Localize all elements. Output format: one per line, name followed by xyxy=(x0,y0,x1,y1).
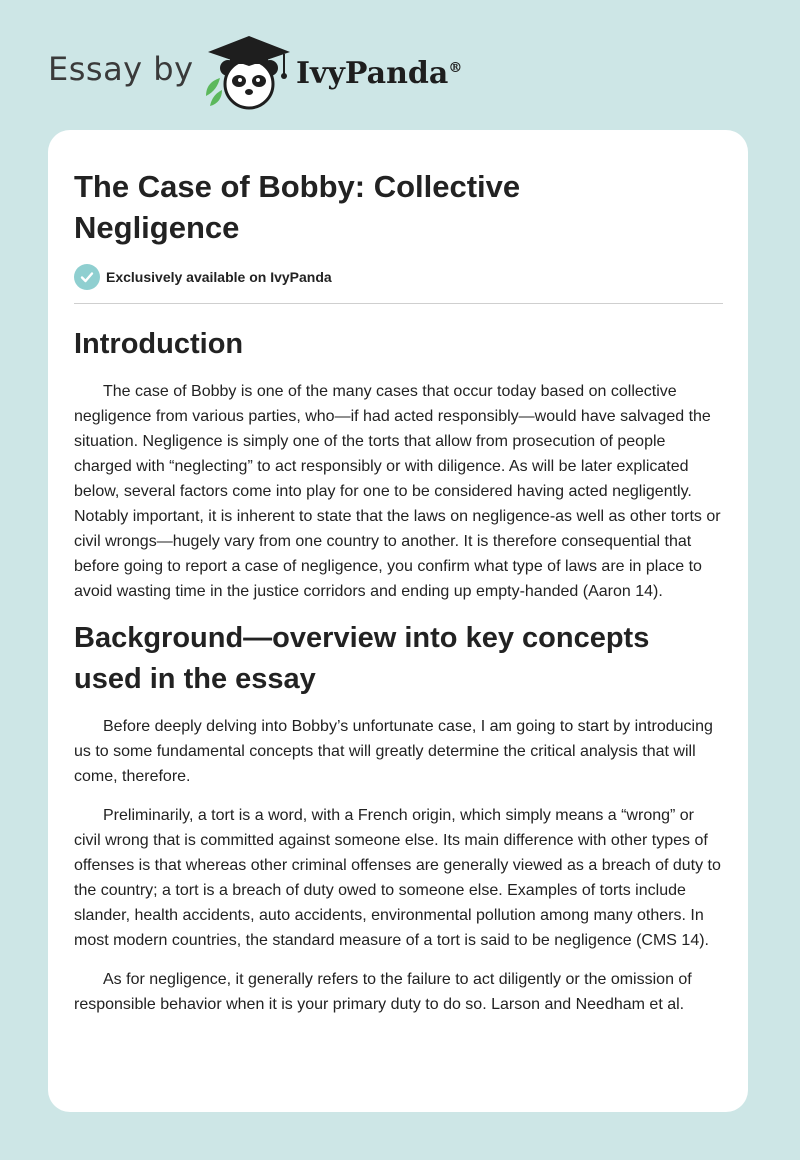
badge-label: Exclusively available on IvyPanda xyxy=(106,269,332,285)
site-header xyxy=(0,0,800,130)
brand-name[interactable] xyxy=(296,56,462,91)
paragraph: Before deeply delving into Bobby’s unfortunate case, I am going to start by introducing us to some fundamental concepts that will greatly determine the critical analysis that will come, therefore. xyxy=(74,718,713,785)
brand-label: IvyPanda xyxy=(296,56,449,91)
essay-by-label: Essay by xyxy=(48,50,194,88)
section-heading-background: Background—overview into key concepts used in the essay xyxy=(74,622,650,695)
section-heading-introduction: Introduction xyxy=(74,328,244,360)
checkmark-circle-icon xyxy=(74,264,100,290)
page-title: The Case of Bobby: Collective Negligence xyxy=(74,169,521,245)
article-body xyxy=(74,320,724,1031)
paragraph: As for negligence, it generally refers to the failure to act diligently or the omission of responsible behavior when it is your primary duty to do so. Larson and Needham et al. xyxy=(74,971,692,1013)
panda-graduation-cap-icon[interactable] xyxy=(200,34,292,110)
paragraph: Preliminarily, a tort is a word, with a French origin, which simply means a “wrong” or civil wrong that is committed against someone else. Its main difference with other types of offenses is that whereas other criminal offenses are generally viewed as a breach of duty to the country; a tort is a breach of duty owed to someone else. Examples of torts include slander, health accidents, auto accidents, environmental pollution among many others. In most modern countries, the standard measure of a tort is said to be negligence (CMS 14). xyxy=(74,807,721,949)
exclusive-badge xyxy=(74,264,332,290)
divider xyxy=(74,303,723,304)
article-card xyxy=(48,130,748,1112)
trademark: ® xyxy=(448,60,463,76)
paragraph: The case of Bobby is one of the many cases that occur today based on collective negligence from various parties, who—if had acted responsibly—would have salvaged the situation. Negligence is simply one of the torts that allow from prosecution of people charged with “neglecting” to act responsibly or with diligence. As will be later explicated below, several factors come into play for one to be considered having acted negligently. Notably important, it is inherent to state that the laws on negligence-as well as other torts or civil wrongs—hugely vary from one country to another. It is therefore consequential that before going to report a case of negligence, you confirm what type of laws are in place to avoid wasting time in the justice corridors and ending up empty-handed (Aaron 14). xyxy=(74,383,721,600)
